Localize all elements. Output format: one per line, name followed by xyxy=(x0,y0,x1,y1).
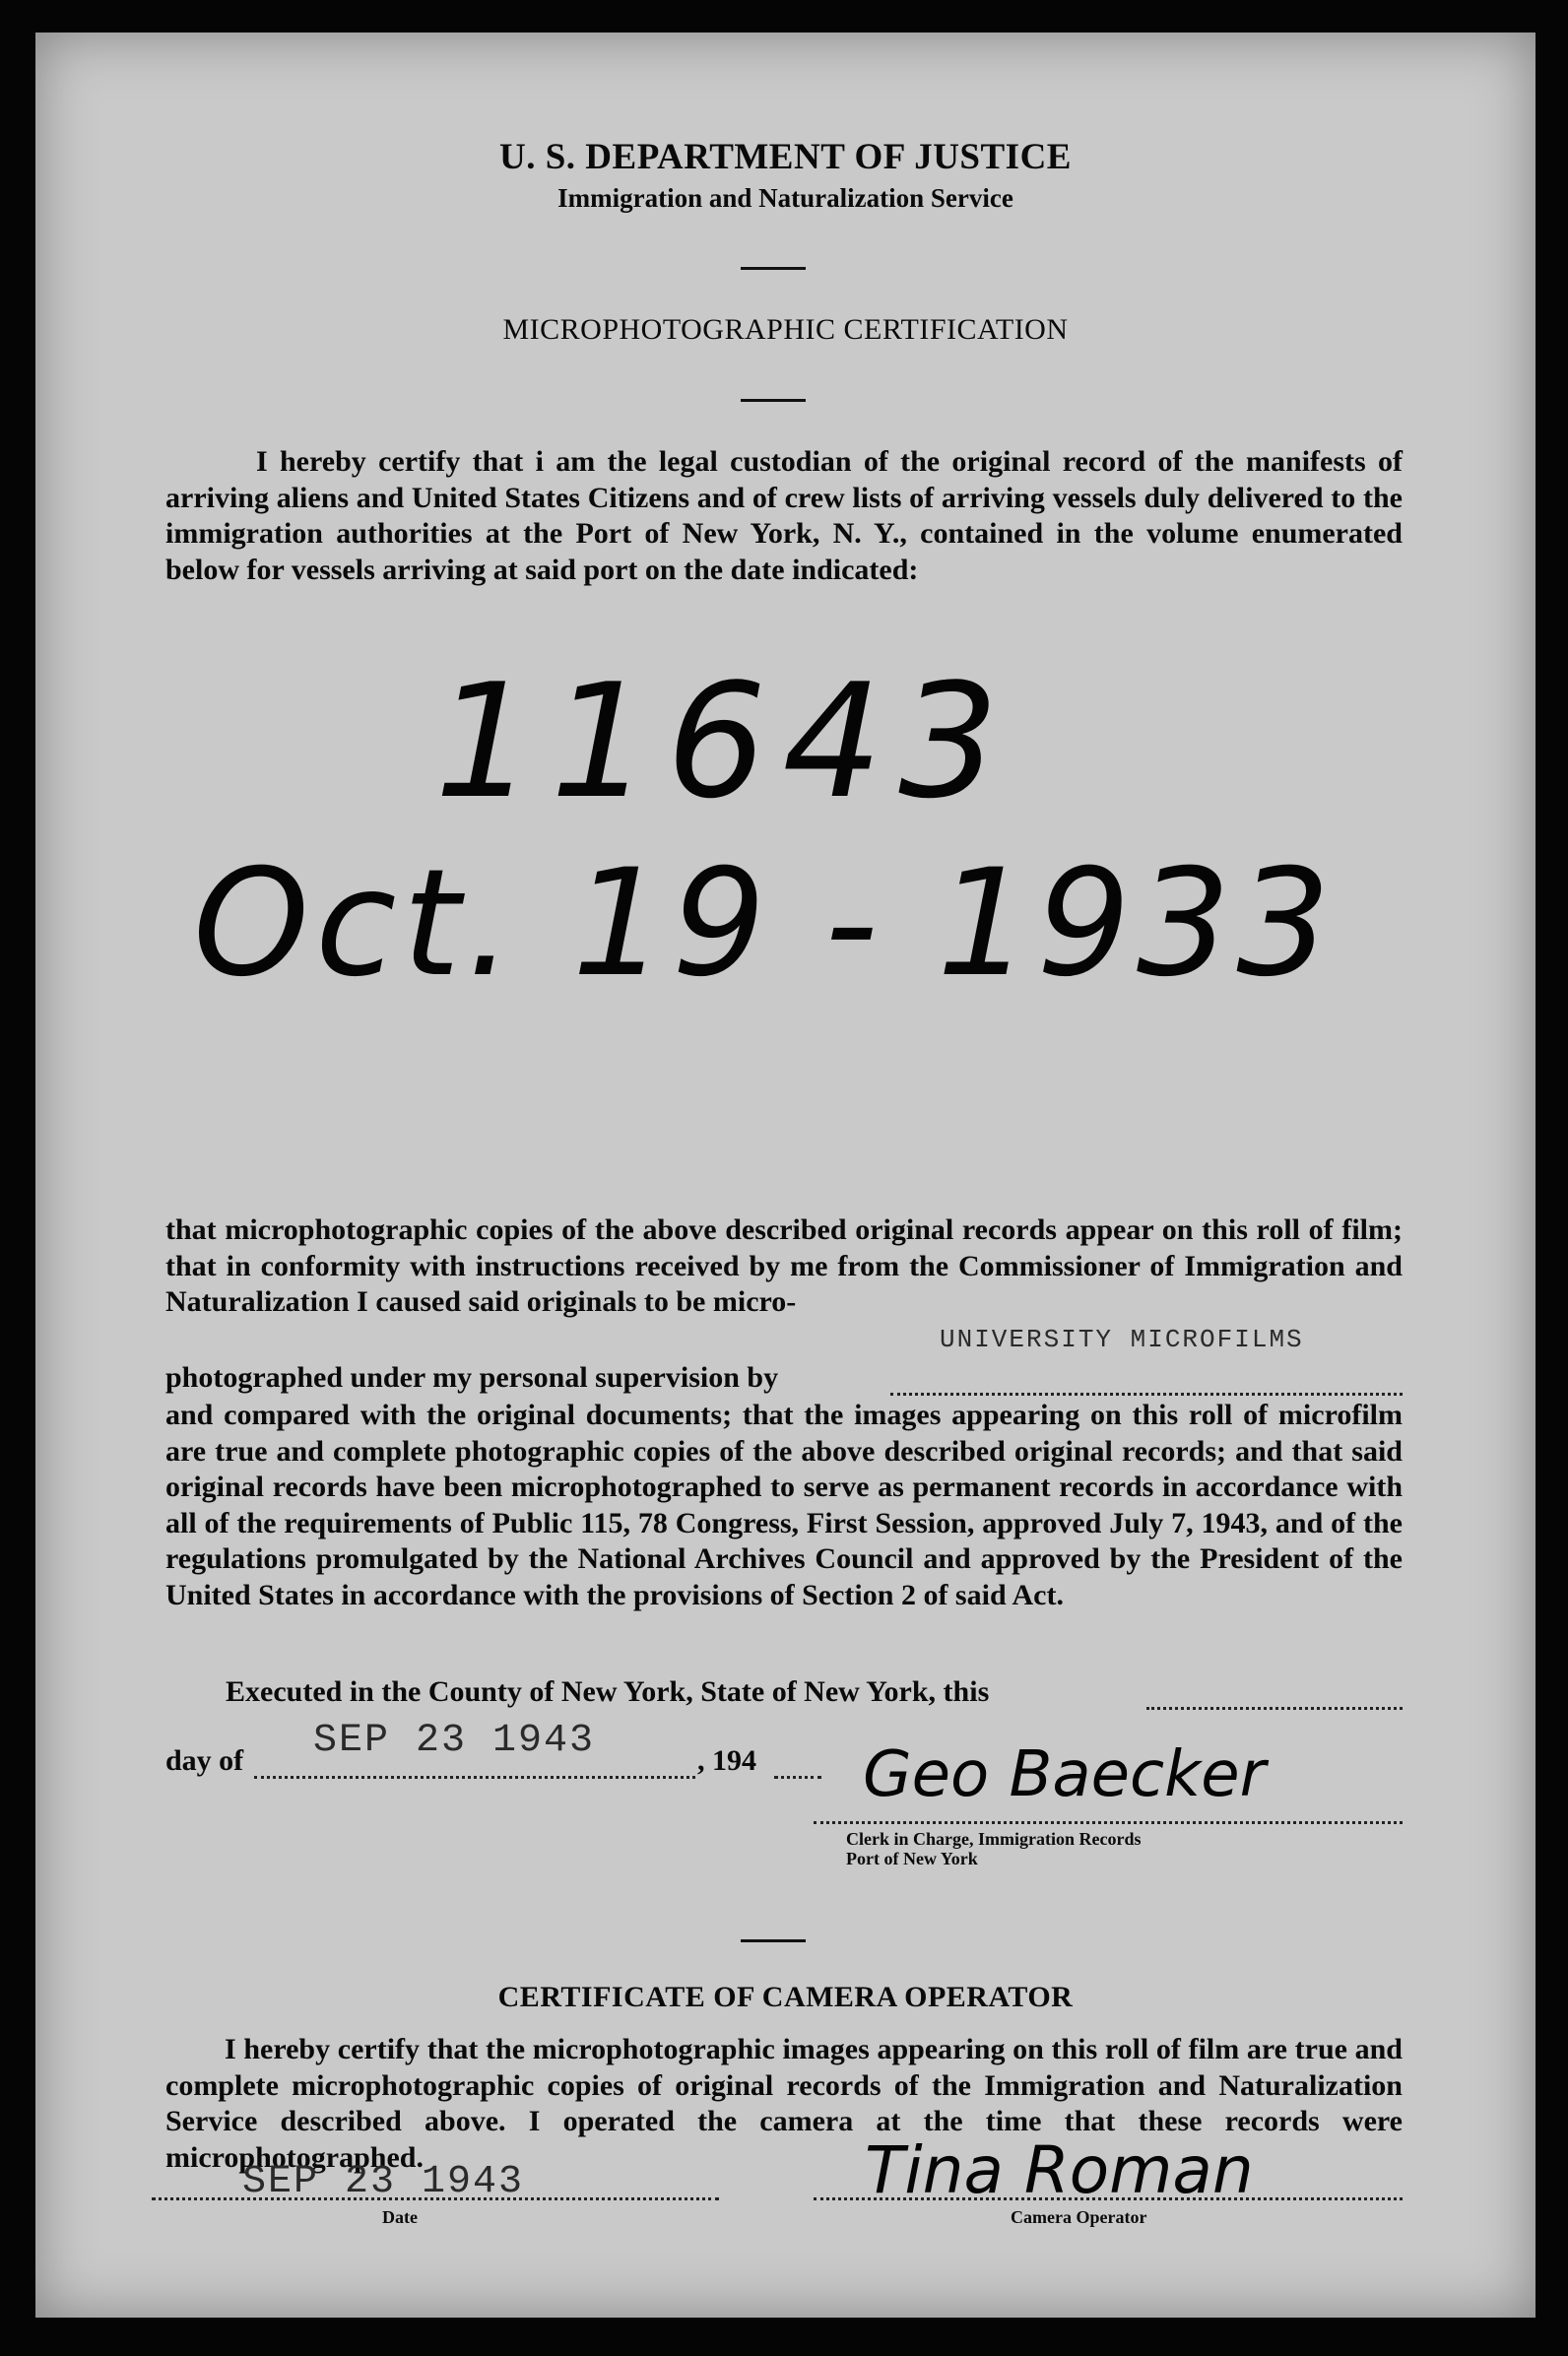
department-heading: U. S. DEPARTMENT OF JUSTICE xyxy=(499,137,1072,177)
certification-intro: I hereby certify that i am the legal custodian of the original record of the manifests of arriving aliens and United States Citizens and of crew lists of arriving vessels duly delivered to the immigration authorities at the Port of New York, N. Y., contained in the volume enumerated below for vessels arriving at said port on the date indicated: xyxy=(165,445,1403,586)
handwritten-volume-number: 11643 xyxy=(434,649,1014,833)
clerk-title-line2: Port of New York xyxy=(846,1849,978,1868)
camera-operator-text: I hereby certify that the microphotographic images appearing on this roll of film are true and complete microphotographic copies of original records of the Immigration and Naturalization Service described above. I operated the camera at the time that these records were microphotographed. xyxy=(165,2033,1403,2174)
certification-body-part1: that microphotographic copies of the above described original records appear on this roll of film; that in conformity with instructions received by me from the Commissioner of Immigration and Naturalization I caused said originals to be micro- xyxy=(165,1213,1403,1319)
day-of-label: day of xyxy=(165,1744,244,1777)
certification-body-part2: and compared with the original documents; that the images appearing on this roll of microfilm are true and complete photographic copies of the above described original records; and that said original records have been microphotographed to serve as permanent records in accordance with all of the requirements of Public 115, 78 Congress, First Session, approved July 7, 1943, and of the regulations promulgated by the National Archives Council and approved by the President of the United States in accordance with the provisions of Section 2 of said Act. xyxy=(165,1399,1403,1611)
camera-date-line xyxy=(152,2188,719,2200)
divider xyxy=(741,1939,806,1942)
camera-operator-label: Camera Operator xyxy=(1011,2207,1147,2227)
year-label: , 194 xyxy=(697,1744,756,1777)
camera-operator-signature: Tina Roman xyxy=(865,2132,1254,2208)
clerk-signature: Geo Baecker xyxy=(863,1738,1266,1811)
certification-title: MICROPHOTOGRAPHIC CERTIFICATION xyxy=(502,313,1069,346)
service-subheading: Immigration and Naturalization Service xyxy=(557,183,1013,213)
camera-date-label: Date xyxy=(382,2207,418,2227)
photographed-by-label: photographed under my personal supervision by xyxy=(165,1361,779,1394)
divider xyxy=(741,267,806,270)
camera-date-stamp: SEP 23 1943 xyxy=(242,2160,525,2204)
clerk-title-line1: Clerk in Charge, Immigration Records xyxy=(846,1829,1142,1849)
clerk-signature-line xyxy=(814,1811,1403,1824)
executed-text: Executed in the County of New York, State of New York, this xyxy=(226,1675,990,1708)
executed-day-line xyxy=(1146,1675,1403,1710)
certificate-sheet xyxy=(35,33,1535,2318)
photographed-by-value: UNIVERSITY MICROFILMS xyxy=(940,1325,1304,1354)
photographed-by-line xyxy=(890,1361,1403,1396)
divider xyxy=(741,399,806,402)
year-line xyxy=(774,1744,821,1779)
day-of-date-stamp: SEP 23 1943 xyxy=(313,1719,596,1763)
handwritten-volume-date: Oct. 19 - 1933 xyxy=(193,838,1337,1010)
camera-operator-signature-line xyxy=(814,2188,1403,2200)
camera-operator-title: CERTIFICATE OF CAMERA OPERATOR xyxy=(497,1981,1074,2013)
